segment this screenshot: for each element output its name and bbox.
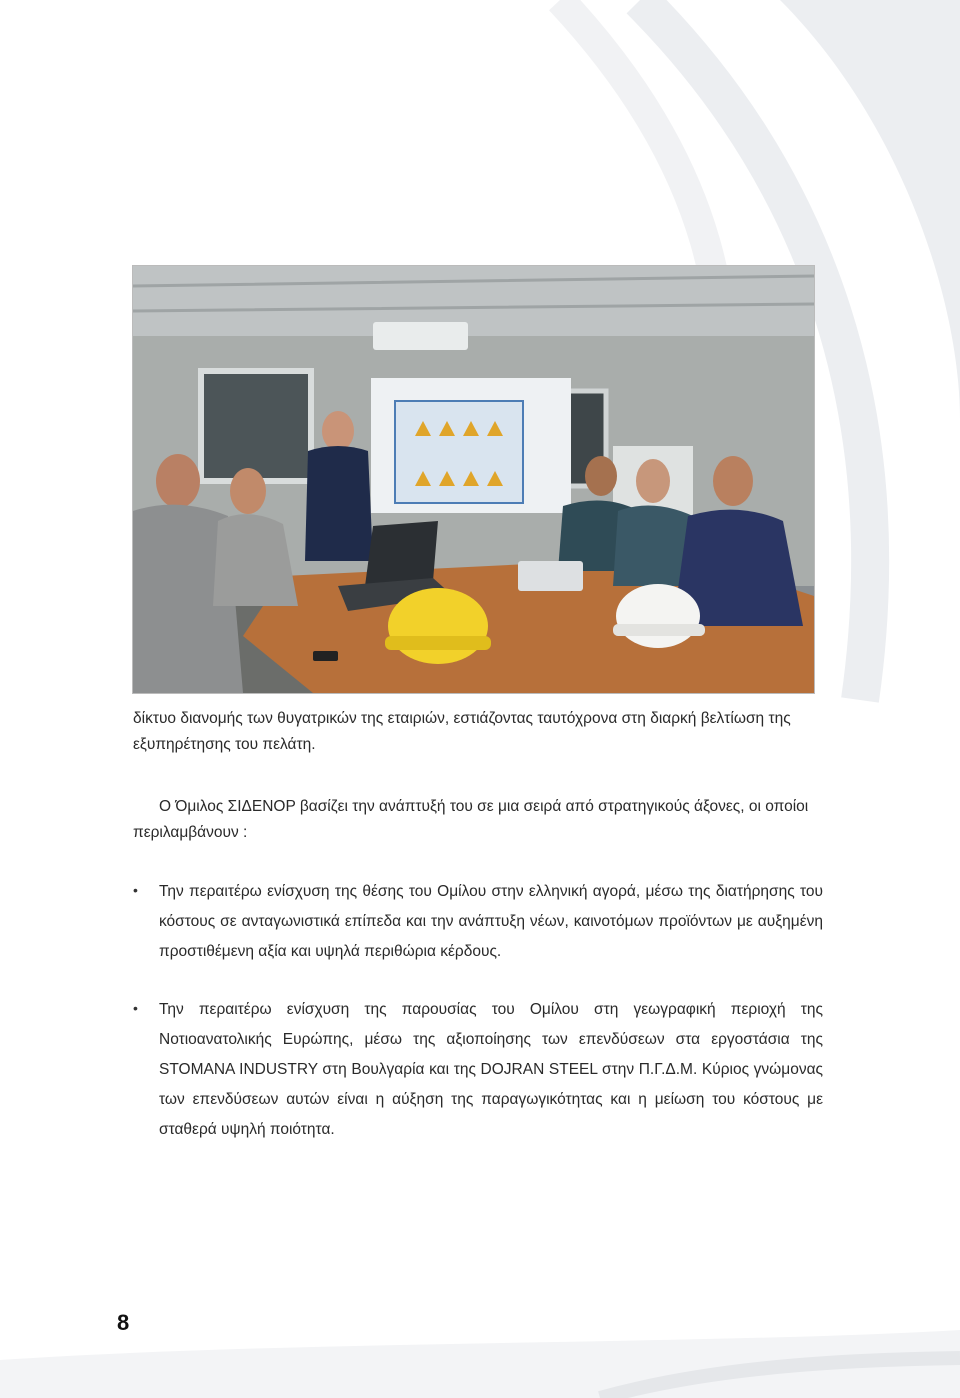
list-item bbox=[133, 877, 823, 967]
air-conditioner bbox=[373, 322, 468, 350]
bullet-text: Την περαιτέρω ενίσχυση της θέσης του Ομίλου στην ελληνική αγορά, μέσω της διατήρησης του κόστους σε ανταγωνιστικά επίπεδα και την ανάπτυξη νέων, καινοτόμων προϊόντων με αυξημένη προστιθέμενη αξία και υψηλά περιθώρια κέρδους. bbox=[159, 883, 823, 960]
bullet-icon: • bbox=[133, 1000, 138, 1016]
bullet-icon: • bbox=[133, 882, 138, 898]
strategy-paragraph: Ο Όμιλος ΣΙΔΕΝΟΡ βασίζει την ανάπτυξή του σε μια σειρά από στρατηγικούς άξονες, οι οποίοι περιλαμβάνουν : bbox=[133, 798, 809, 841]
bullet-text: Την περαιτέρω ενίσχυση της παρουσίας του Ομίλου στη γεωγραφική περιοχή της Νοτιοανατολικής Ευρώπης, μέσω της αξιοποίησης των επενδύσεων στα εργοστάσια της STOMANA INDUSTRY στη Βουλγαρία και της DOJRAN STEEL στην Π.Γ.Δ.Μ. Κύριος γνώμονας των επενδύσεων αυτών είναι η αύξηση της παραγωγικότητας και η μείωση του κόστους με σταθερά υψηλή ποιότητα. bbox=[159, 1001, 823, 1138]
meeting-photo bbox=[133, 266, 814, 693]
list-item bbox=[133, 995, 823, 1145]
intro-paragraph: δίκτυο διανομής των θυγατρικών της εταιριών, εστιάζοντας ταυτόχρονα στη διαρκή βελτίωση της εξυπηρέτησης του πελάτη. bbox=[133, 710, 791, 753]
page-number: 8 bbox=[117, 1310, 130, 1335]
